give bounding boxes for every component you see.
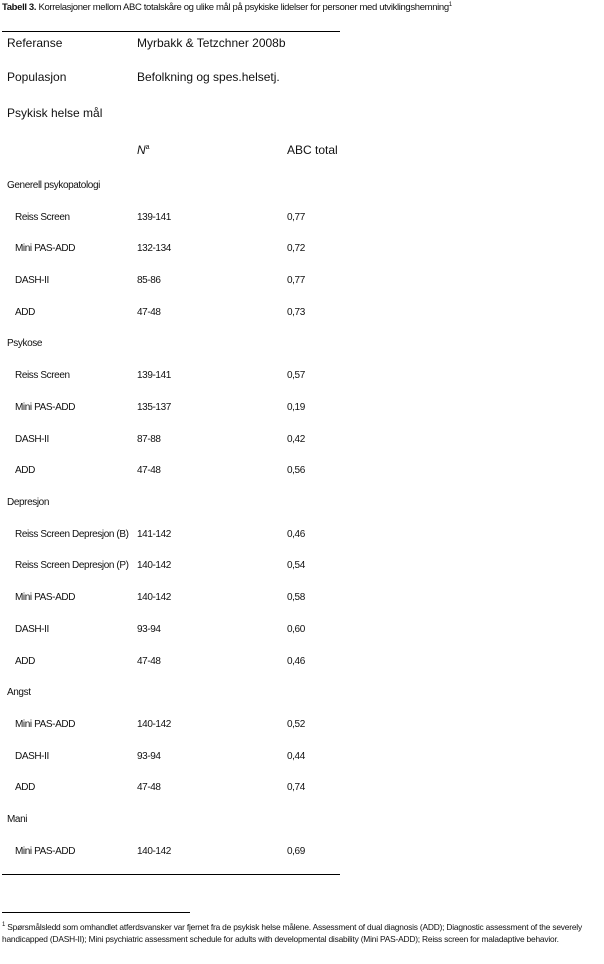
table-row xyxy=(0,370,604,388)
group-row xyxy=(0,814,604,832)
meta-label: Referanse xyxy=(7,36,63,50)
abc-cell: 0,77 xyxy=(287,275,305,286)
n-cell: 140-142 xyxy=(137,846,171,857)
measure-cell: DASH-II xyxy=(15,624,49,635)
n-cell: 93-94 xyxy=(137,751,161,762)
abc-cell: 0,58 xyxy=(287,592,305,603)
measure-cell: Mini PAS-ADD xyxy=(15,846,76,857)
measure-cell: ADD xyxy=(15,782,35,793)
table-row xyxy=(0,434,604,452)
n-cell: 135-137 xyxy=(137,402,171,413)
footnote-text: Spørsmålsledd som omhandlet atferdsvansker var fjernet fra de psykisk helse målene. Assessment of dual diagnosis (ADD); Diagnostic assessment of the severely handicapped (DASH-II); Mini psychiatric assessment schedule for adults with developmental disability (Mini PAS-ADD); Reiss screen for maladaptive behavior. xyxy=(2,922,582,944)
group-label: Mani xyxy=(7,814,28,825)
measure-cell: Mini PAS-ADD xyxy=(15,243,76,254)
group-row xyxy=(0,338,604,356)
meta-row xyxy=(0,106,604,124)
footnote-separator xyxy=(2,912,190,913)
n-cell: 139-141 xyxy=(137,370,171,381)
group-row xyxy=(0,497,604,515)
table-row xyxy=(0,243,604,261)
group-label: Angst xyxy=(7,687,31,698)
abc-cell: 0,56 xyxy=(287,465,305,476)
measure-cell: DASH-II xyxy=(15,275,49,286)
measure-cell: Mini PAS-ADD xyxy=(15,402,76,413)
n-cell: 47-48 xyxy=(137,465,161,476)
abc-cell: 0,46 xyxy=(287,529,305,540)
measure-cell: ADD xyxy=(15,465,35,476)
footnote-marker: 1 xyxy=(2,922,6,929)
table-bottom-rule xyxy=(2,874,340,875)
group-label: Generell psykopatologi xyxy=(7,180,100,191)
n-cell: 47-48 xyxy=(137,307,161,318)
n-cell: 140-142 xyxy=(137,560,171,571)
n-cell: 139-141 xyxy=(137,212,171,223)
table-caption xyxy=(2,2,602,13)
n-label: N xyxy=(137,143,146,157)
abc-cell: 0,52 xyxy=(287,719,305,730)
table-row xyxy=(0,751,604,769)
abc-cell: 0,72 xyxy=(287,243,305,254)
caption-footnote-marker: 1 xyxy=(448,1,452,8)
meta-value: Befolkning og spes.helsetj. xyxy=(137,70,280,84)
meta-label: Populasjon xyxy=(7,70,67,84)
meta-value: Myrbakk & Tetzchner 2008b xyxy=(137,36,286,50)
table-row xyxy=(0,465,604,483)
n-cell: 132-134 xyxy=(137,243,171,254)
measure-cell: Mini PAS-ADD xyxy=(15,592,76,603)
n-cell: 85-86 xyxy=(137,275,161,286)
column-header-abc: ABC total xyxy=(287,143,338,157)
abc-cell: 0,42 xyxy=(287,434,305,445)
measure-cell: ADD xyxy=(15,307,35,318)
n-cell: 47-48 xyxy=(137,656,161,667)
group-label: Depresjon xyxy=(7,497,49,508)
abc-cell: 0,44 xyxy=(287,751,305,762)
measure-cell: Reiss Screen Depresjon (P) xyxy=(15,560,129,571)
group-label: Psykose xyxy=(7,338,42,349)
n-cell: 93-94 xyxy=(137,624,161,635)
measure-cell: Reiss Screen xyxy=(15,212,70,223)
abc-cell: 0,74 xyxy=(287,782,305,793)
abc-cell: 0,54 xyxy=(287,560,305,571)
table-row xyxy=(0,402,604,420)
measure-cell: DASH-II xyxy=(15,751,49,762)
table-row xyxy=(0,846,604,864)
n-cell: 141-142 xyxy=(137,529,171,540)
n-cell: 47-48 xyxy=(137,782,161,793)
abc-cell: 0,46 xyxy=(287,656,305,667)
measure-cell: Reiss Screen Depresjon (B) xyxy=(15,529,129,540)
abc-cell: 0,69 xyxy=(287,846,305,857)
group-row xyxy=(0,687,604,705)
table-row xyxy=(0,592,604,610)
table-row xyxy=(0,656,604,674)
measure-cell: DASH-II xyxy=(15,434,49,445)
group-row xyxy=(0,180,604,198)
n-cell: 140-142 xyxy=(137,719,171,730)
table-row xyxy=(0,624,604,642)
abc-cell: 0,77 xyxy=(287,212,305,223)
measure-cell: ADD xyxy=(15,656,35,667)
footnote xyxy=(2,921,602,945)
meta-row xyxy=(0,36,604,54)
column-header-n xyxy=(137,143,150,157)
column-header-row xyxy=(0,143,604,161)
abc-cell: 0,19 xyxy=(287,402,305,413)
caption-lead: Tabell 3. xyxy=(2,2,37,13)
n-cell: 140-142 xyxy=(137,592,171,603)
abc-cell: 0,73 xyxy=(287,307,305,318)
n-footnote-marker: a xyxy=(145,144,150,151)
table-row xyxy=(0,307,604,325)
table-row xyxy=(0,719,604,737)
caption-text: Korrelasjoner mellom ABC totalskåre og ulike mål på psykiske lidelser for personer med utviklingshemning xyxy=(36,2,449,13)
table-row xyxy=(0,275,604,293)
meta-row xyxy=(0,70,604,88)
measure-cell: Mini PAS-ADD xyxy=(15,719,76,730)
meta-label: Psykisk helse mål xyxy=(7,106,103,120)
table-top-rule xyxy=(2,31,340,32)
table-row xyxy=(0,560,604,578)
abc-cell: 0,57 xyxy=(287,370,305,381)
n-cell: 87-88 xyxy=(137,434,161,445)
measure-cell: Reiss Screen xyxy=(15,370,70,381)
table-row xyxy=(0,782,604,800)
abc-cell: 0,60 xyxy=(287,624,305,635)
table-row xyxy=(0,529,604,547)
table-row xyxy=(0,212,604,230)
